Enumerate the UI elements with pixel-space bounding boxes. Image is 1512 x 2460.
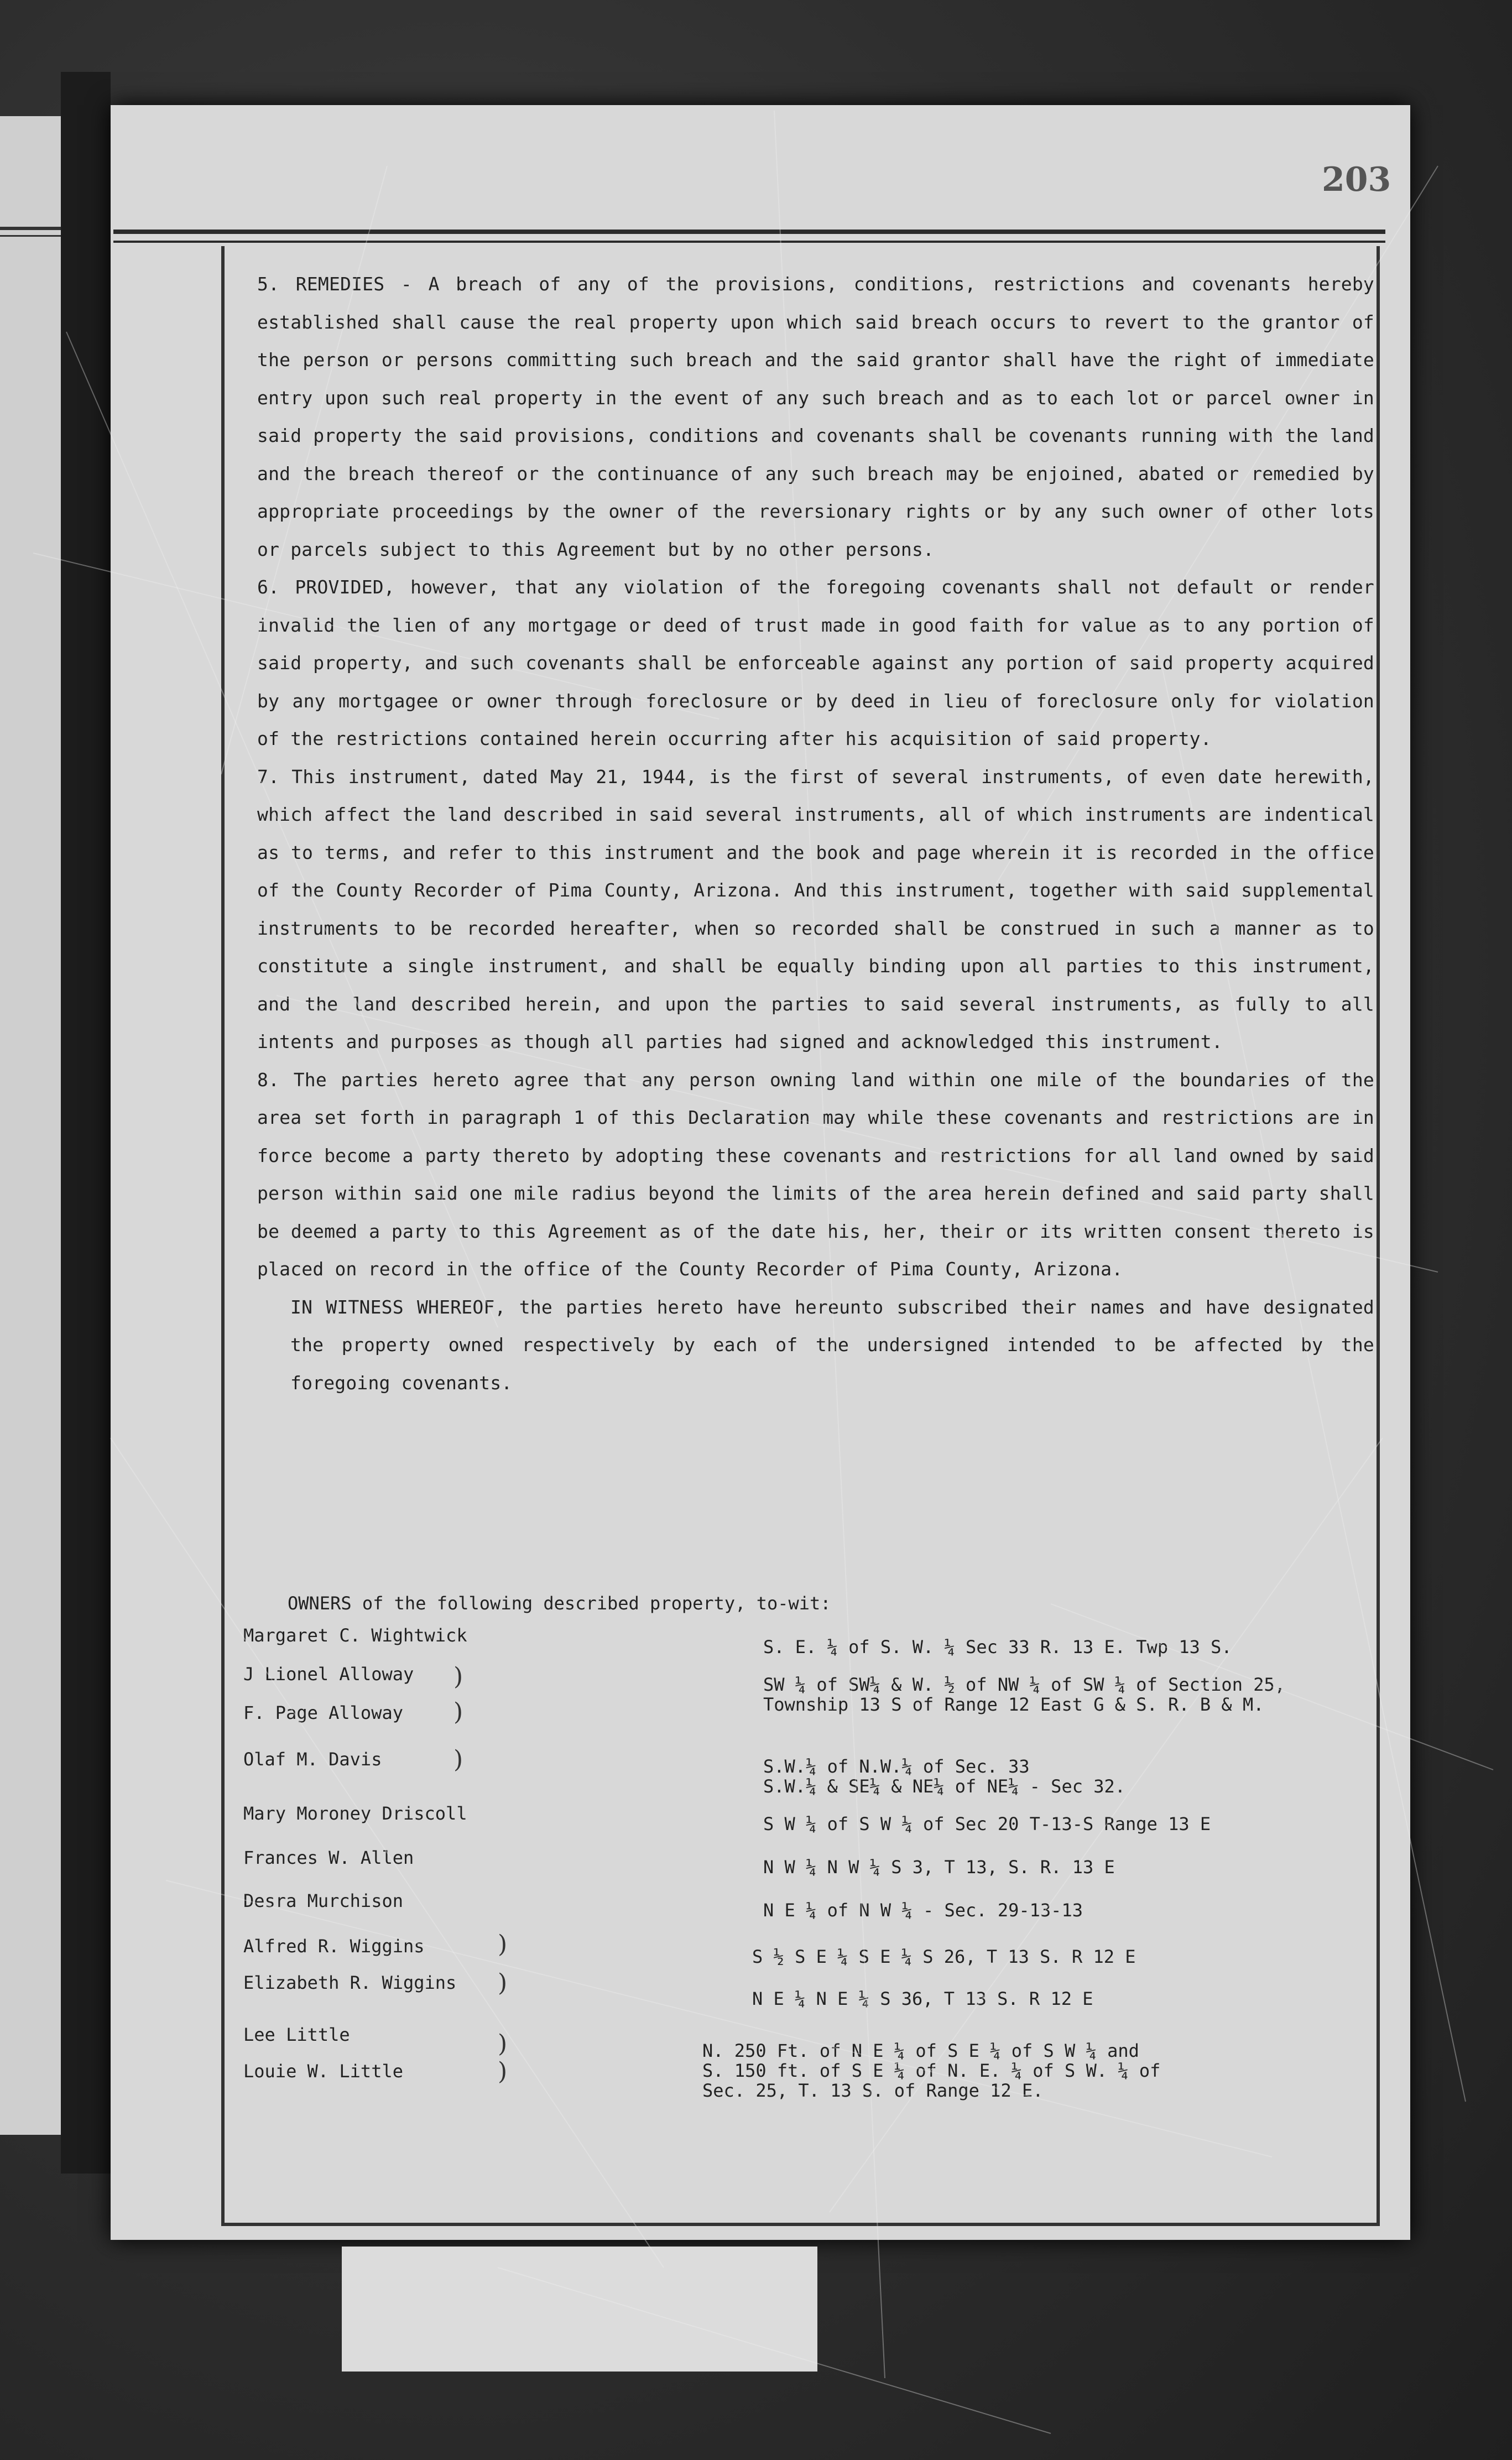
paragraph-provided: 6. PROVIDED, however, that any violation of the foregoing covenants shall not default or render invalid the lien of any mortgage or deed of trust made in good faith for value as to any portion of said property, and such covenants shall be enforceable against any portion of said property acquired by any mortgagee or owner through foreclosure or by deed in lieu of foreclosure only for violation of the restrictions contained herein occurring after his acquisition of said property. bbox=[257, 576, 1374, 749]
adjacent-page-rule bbox=[0, 235, 61, 237]
owner-name: Lee Little bbox=[243, 2024, 350, 2045]
bracket: ) bbox=[498, 1969, 508, 1997]
bracket: ) bbox=[453, 1698, 463, 1726]
property-description: S.W.¼ of N.W.¼ of Sec. 33 S.W.¼ & SE¼ & NE¼ of NE¼ - Sec 32. bbox=[763, 1756, 1126, 1797]
paragraph-witness: IN WITNESS WHEREOF, the parties hereto have hereunto subscribed their names and have designated the property owned respectively by each of the undersigned intended to be affected by the foregoing covenants. bbox=[290, 1296, 1374, 1394]
property-description: N E ¼ N E ¼ S 36, T 13 S. R 12 E bbox=[752, 1988, 1093, 2009]
bracket: ) bbox=[498, 1930, 508, 1958]
paragraph-instrument: 7. This instrument, dated May 21, 1944, is the first of several instruments, of even date herewith, which affect the land described in said several instruments, all of which instruments are indentical as to terms, and refer to this instrument and the book and page wherein it is recorded in the office of the County Recorder of Pima County, Arizona. And this instrument, together with said supplemental instruments to be recorded hereafter, when so recorded shall be construed in such a manner as to constitute a single instrument, and shall be equally binding upon all parties to this instrument, and the land described herein, and upon the parties to said several instruments, as fully to all intents and purposes as though all parties had signed and acknowledged this instrument. bbox=[257, 765, 1374, 1052]
owner-name: Frances W. Allen bbox=[243, 1847, 414, 1868]
header-rule-thin bbox=[113, 241, 1385, 243]
owner-name: Alfred R. Wiggins bbox=[243, 1936, 425, 1957]
adjacent-page bbox=[0, 116, 61, 2135]
owner-name: F. Page Alloway bbox=[243, 1702, 403, 1723]
paragraph-remedies: 5. REMEDIES - A breach of any of the provisions, conditions, restrictions and covenants hereby established shall cause the real property upon which said breach occurs to revert to the grantor of the person or persons committing such breach and the said grantor shall have the right of immediate entry upon such real property in the event of any such breach and as to each lot or parcel owner in said property the said provisions, conditions and covenants shall be covenants running with the land and the breach thereof or the continuance of any such breach may be enjoined, abated or remedied by appropriate proceedings by the owner of the reversionary rights or by any such owner of other lots or parcels subject to this Agreement but by no other persons. bbox=[257, 273, 1374, 560]
bracket: ) bbox=[498, 2057, 508, 2086]
property-description: N E ¼ of N W ¼ - Sec. 29-13-13 bbox=[763, 1900, 1083, 1921]
property-description: N W ¼ N W ¼ S 3, T 13, S. R. 13 E bbox=[763, 1857, 1115, 1878]
property-description: SW ¼ of SW¼ & W. ½ of NW ¼ of SW ¼ of Section 25, Township 13 S of Range 12 East G & S. R. B & M. bbox=[763, 1674, 1286, 1715]
owner-name: Mary Moroney Driscoll bbox=[243, 1803, 467, 1824]
bracket: ) bbox=[453, 1662, 463, 1691]
owner-name: Desra Murchison bbox=[243, 1890, 403, 1911]
property-description: S. E. ¼ of S. W. ¼ Sec 33 R. 13 E. Twp 13 S. bbox=[763, 1636, 1232, 1658]
adjacent-page-rule bbox=[0, 227, 61, 230]
property-description: N. 250 Ft. of N E ¼ of S E ¼ of S W ¼ and S. 150 ft. of S E ¼ of N. E. ¼ of S W. ¼ of Sec. 25, T. 13 S. of Range 12 E. bbox=[702, 2040, 1161, 2101]
owner-name: Louie W. Little bbox=[243, 2061, 403, 2082]
owner-name: Margaret C. Wightwick bbox=[243, 1625, 467, 1646]
bracket: ) bbox=[498, 2030, 508, 2058]
body-text bbox=[257, 265, 1374, 1402]
paragraph-parties: 8. The parties hereto agree that any person owning land within one mile of the boundaries of the area set forth in paragraph 1 of this Declaration may while these covenants and restrictions are in force become a party thereto by adopting these covenants and restrictions for all land owned by said person within said one mile radius beyond the limits of the area herein defined and said party shall be deemed a party to this Agreement as of the date his, her, their or its written consent thereto is placed on record in the office of the County Recorder of Pima County, Arizona. bbox=[257, 1069, 1374, 1280]
property-description: S ½ S E ¼ S E ¼ S 26, T 13 S. R 12 E bbox=[752, 1946, 1136, 1967]
book-binding bbox=[61, 72, 111, 2174]
owner-name: J Lionel Alloway bbox=[243, 1664, 414, 1685]
property-description: S W ¼ of S W ¼ of Sec 20 T-13-S Range 13 E bbox=[763, 1813, 1211, 1834]
owner-name: Olaf M. Davis bbox=[243, 1749, 382, 1770]
owner-name: Elizabeth R. Wiggins bbox=[243, 1972, 457, 1993]
bracket: ) bbox=[453, 1745, 463, 1774]
header-rule bbox=[113, 230, 1385, 234]
film-label-box bbox=[342, 2247, 817, 2372]
page-number: 203 bbox=[1322, 160, 1391, 199]
owners-heading: OWNERS of the following described property, to-wit: bbox=[288, 1593, 831, 1614]
